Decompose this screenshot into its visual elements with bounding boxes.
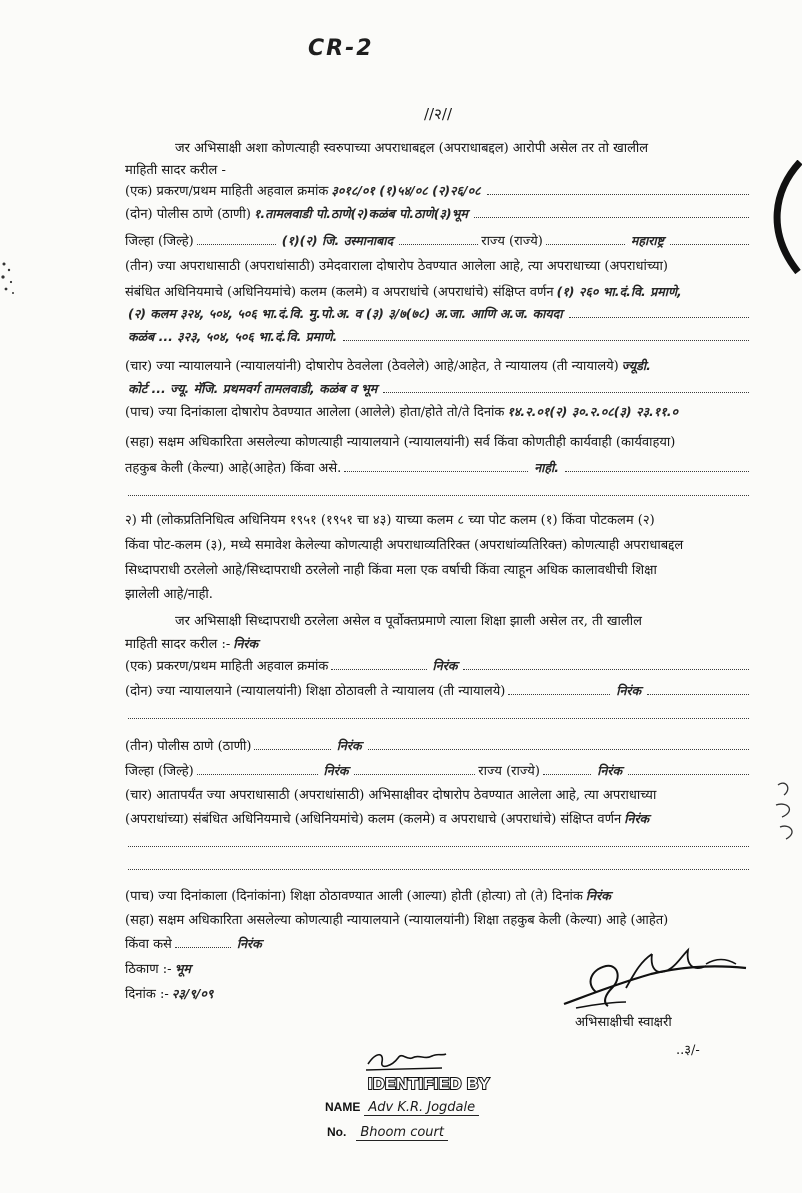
date-label: दिनांक :- bbox=[125, 987, 169, 1002]
section1-court-value1: ज्यूडी. bbox=[621, 358, 651, 373]
section2-para-text1: २) मी (लोकप्रतिनिधित्व अधिनियम १९५१ (१९५१ चा ४३) याच्या कलम ८ च्या पोट कलम (१) किंवा पोटकलम (२) bbox=[125, 513, 655, 528]
scan-edge-mark bbox=[752, 160, 802, 275]
dotted-leader bbox=[254, 736, 330, 750]
section1-offence-text1: (तीन) ज्या अपराधासाठी (अपराधांसाठी) उमेदवाराला दोषारोप ठेवण्यात आलेला आहे, त्या अपराधाच्या (अपराधांच्या) bbox=[125, 259, 668, 274]
section2-stay-line1 bbox=[125, 910, 752, 931]
dotted-leader bbox=[383, 379, 749, 393]
dotted-leader bbox=[128, 833, 749, 847]
section1-district-line bbox=[125, 230, 752, 251]
margin-scribble bbox=[772, 775, 802, 845]
section2-offence-line2 bbox=[125, 808, 752, 829]
section1-intro-line bbox=[175, 138, 752, 159]
section2-police-label: (तीन) पोलीस ठाणे (ठाणी) bbox=[125, 739, 252, 754]
section1-police-value: १.तामलवाडी पो.ठाणे(२)कळंब पो.ठाणे(३)भूम bbox=[253, 206, 468, 221]
section1-offence-line2 bbox=[125, 281, 752, 302]
section2-intro: जर अभिसाक्षी सिध्दापराधी ठरलेला असेल व पूर्वोक्तप्रमाणे त्याला शिक्षा झाली असेल तर, ती खालील bbox=[175, 614, 642, 629]
section2-intro-value: निरंक bbox=[233, 636, 259, 651]
dotted-leader bbox=[197, 231, 276, 245]
section1-offence-line1 bbox=[125, 256, 752, 277]
stamp-name-row bbox=[325, 1100, 479, 1116]
place-label: ठिकाण :- bbox=[125, 962, 172, 977]
continued-marker: ..३/- bbox=[676, 1043, 700, 1058]
section2-offence-text1: (चार) आतापर्यंत ज्या अपराधासाठी (अपराधांसाठी) अभिसाक्षीवर दोषारोप ठेवण्यात आलेला आहे, त्या अपराधाच्या bbox=[125, 788, 657, 803]
stamp-name-label: NAME bbox=[325, 1100, 361, 1114]
section2-fir-value: निरंक bbox=[432, 658, 458, 673]
section2-para-text2: किंवा पोट-कलम (३), मध्ये समावेश केलेल्या कोणत्याही अपराधाव्यतिरिक्त (अपराधांव्यतिरिक्त) कोणत्याही अपराधाबद्दल bbox=[125, 538, 684, 553]
section1-intro-cont-line bbox=[125, 160, 752, 181]
section1-intro: जर अभिसाक्षी अशा कोणत्याही स्वरुपाच्या अपराधाबद्दल (अपराधाबद्दल) आरोपी असेल तर तो खालील bbox=[175, 141, 649, 156]
section1-charge-date-value: १४.२.०१(२) ३०.२.०८(३) २३.११.० bbox=[507, 404, 678, 419]
section1-intro-cont: माहिती सादर करील - bbox=[125, 163, 226, 178]
section1-stay-line2 bbox=[125, 457, 752, 478]
dotted-leader bbox=[670, 231, 749, 245]
section1-charge-date-line bbox=[125, 401, 752, 422]
dotted-leader bbox=[354, 761, 475, 775]
section2-para-line2 bbox=[125, 535, 752, 556]
dotted-leader bbox=[128, 856, 749, 870]
dotted-line bbox=[125, 833, 752, 854]
section2-stay-value: निरंक bbox=[236, 936, 262, 951]
section1-court-line2 bbox=[125, 378, 752, 399]
section1-stay-value: नाही. bbox=[534, 460, 560, 475]
dotted-leader bbox=[128, 482, 749, 496]
dotted-leader bbox=[128, 705, 749, 719]
dotted-leader bbox=[487, 181, 749, 195]
section2-police-value: निरंक bbox=[336, 738, 362, 753]
section1-court-value2: कोर्ट ... ज्यू. मॅजि. प्रथमवर्ग तामलवाडी, कळंब व भूम bbox=[128, 381, 378, 396]
section1-fir-line bbox=[125, 180, 752, 201]
advocate-signature bbox=[362, 1046, 452, 1074]
section1-state-label: राज्य (राज्ये) bbox=[481, 234, 543, 249]
section2-sentence-date-line bbox=[125, 885, 752, 906]
section2-intro-line bbox=[175, 611, 752, 632]
dotted-leader bbox=[175, 934, 231, 948]
section1-court-label: (चार) ज्या न्यायालयाने (न्यायालयांनी) दोषारोप ठेवलेला (ठेवलेले) आहे/आहेत, ते न्यायालय (ती न्यायालये) bbox=[125, 359, 619, 374]
dotted-leader bbox=[399, 231, 478, 245]
section2-district-value: निरंक bbox=[323, 763, 349, 778]
section2-court-line bbox=[125, 680, 752, 701]
section2-fir-line bbox=[125, 655, 752, 676]
section2-intro-cont: माहिती सादर करील :- bbox=[125, 637, 231, 652]
section1-stay-text1: (सहा) सक्षम अधिकारिता असलेल्या कोणत्याही न्यायालयाने (न्यायालयांनी) सर्व किंवा कोणतीही कार्यवाही (कार्यवाहया) bbox=[125, 435, 676, 450]
section1-fir-label: (एक) प्रकरण/प्रथम माहिती अहवाल क्रमांक bbox=[125, 184, 329, 199]
section2-para-text3: सिध्दापराधी ठरलेलो आहे/सिध्दापराधी ठरलेलो नाही किंवा मला एक वर्षाची किंवा त्याहून अधिक कालावधीची शिक्षा bbox=[125, 563, 657, 578]
dotted-leader bbox=[546, 231, 625, 245]
section2-police-line bbox=[125, 735, 752, 756]
section2-stay-line2 bbox=[125, 933, 425, 954]
dotted-leader bbox=[569, 304, 749, 318]
section1-offence-value2: (२) कलम ३२४, ५०४, ५०६ भा.दं.वि. मु.पो.अ. व (३) ३/७(७८) अ.जा. आणि अ.ज. कायदा bbox=[128, 306, 563, 321]
section1-offence-line3 bbox=[125, 303, 752, 324]
top-mark: CR-2 bbox=[308, 36, 374, 61]
section2-intro-cont-line bbox=[125, 633, 752, 654]
stamp-name-value: Adv K.R. Jogdale bbox=[364, 1100, 479, 1116]
section1-stay-text2: तहकुब केली (केल्या) आहे(आहेत) किंवा असे. bbox=[125, 461, 342, 476]
section2-para-line1 bbox=[125, 510, 752, 531]
stamp-title: IDENTIFIED BY bbox=[368, 1076, 491, 1093]
section1-police-label: (दोन) पोलीस ठाणे (ठाणी) bbox=[125, 207, 251, 222]
section2-district-label: जिल्हा (जिल्हे) bbox=[125, 764, 194, 779]
section2-offence-line1 bbox=[125, 785, 752, 806]
dotted-leader bbox=[344, 458, 528, 472]
dotted-leader bbox=[197, 761, 318, 775]
stamp-no-row bbox=[327, 1125, 448, 1141]
dotted-line bbox=[125, 856, 752, 877]
section1-district-value: (१)(२) जि. उस्मानाबाद bbox=[281, 233, 394, 248]
section2-para-line4 bbox=[125, 584, 752, 605]
section2-para-text4: झालेली आहे/नाही. bbox=[125, 587, 213, 602]
dotted-leader bbox=[474, 204, 749, 218]
section1-offence-value1: (१) २६० भा.दं.वि. प्रमाणे, bbox=[556, 284, 682, 299]
dotted-leader bbox=[463, 656, 749, 670]
section1-offence-value3: कळंब ... ३२३, ५०४, ५०६ भा.दं.वि. प्रमाणे. bbox=[128, 329, 338, 344]
section2-para-line3 bbox=[125, 560, 752, 581]
date-value: २३/९/०९ bbox=[171, 986, 214, 1001]
section1-offence-line4 bbox=[125, 326, 752, 347]
dotted-leader bbox=[508, 681, 610, 695]
section2-court-value: निरंक bbox=[616, 683, 642, 698]
section2-stay-text1: (सहा) सक्षम अधिकारिता असलेल्या कोणत्याही न्यायालयाने (न्यायालयांनी) शिक्षा तहकुब केली (केल्या) आहे (आहेत) bbox=[125, 913, 669, 928]
dotted-leader bbox=[543, 761, 591, 775]
section1-district-label: जिल्हा (जिल्हे) bbox=[125, 234, 194, 249]
dotted-leader bbox=[343, 327, 749, 341]
place-line bbox=[125, 958, 425, 979]
section2-sentence-date-label: (पाच) ज्या दिनांकाला (दिनांकांना) शिक्षा ठोठावण्यात आली (आल्या) होती (होत्या) तो (ते) दिनांक bbox=[125, 889, 583, 904]
section1-stay-line1 bbox=[125, 432, 752, 453]
scan-specks bbox=[0, 258, 18, 298]
section1-charge-date-label: (पाच) ज्या दिनांकाला दोषारोप ठेवण्यात आलेला (आलेले) होता/होते तो/ते दिनांक bbox=[125, 405, 505, 420]
dotted-leader bbox=[368, 736, 749, 750]
dotted-line bbox=[125, 705, 752, 726]
place-value: भूम bbox=[174, 961, 191, 976]
section2-sentence-date-value: निरंक bbox=[585, 888, 611, 903]
dotted-leader bbox=[628, 761, 749, 775]
section2-offence-text2: (अपराधांच्या) संबंधित अधिनियमाचे (अधिनियमांचे) कलम (कलमे) व अपराधाचे (अपराधांचे) संक्षिप्त वर्णन bbox=[125, 812, 622, 827]
dotted-line bbox=[125, 482, 752, 503]
section2-district-line bbox=[125, 760, 752, 781]
dotted-leader bbox=[565, 458, 749, 472]
section2-offence-value: निरंक bbox=[624, 811, 650, 826]
section2-state-label: राज्य (राज्ये) bbox=[478, 764, 540, 779]
dotted-leader bbox=[647, 681, 749, 695]
section1-offence-text2: संबंधित अधिनियमाचे (अधिनियमांचे) कलम (कलमे) व अपराधांचे (अपराधांचे) संक्षिप्त वर्णन bbox=[125, 285, 554, 300]
deponent-signature bbox=[556, 944, 756, 1014]
section1-fir-value: ३०१८/०१ (१)५४/०८ (२)२६/०८ bbox=[331, 183, 481, 198]
section2-court-label: (दोन) ज्या न्यायालयाने (न्यायालयांनी) शिक्षा ठोठावली ते न्यायालय (ती न्यायालये) bbox=[125, 684, 506, 699]
page-number: //२// bbox=[424, 105, 453, 123]
section2-fir-label: (एक) प्रकरण/प्रथम माहिती अहवाल क्रमांक bbox=[125, 659, 329, 674]
signature-caption: अभिसाक्षीची स्वाक्षरी bbox=[575, 1015, 672, 1030]
date-line bbox=[125, 983, 425, 1004]
section1-state-value: महाराष्ट्र bbox=[630, 233, 664, 248]
dotted-leader bbox=[331, 656, 426, 670]
section1-court-line bbox=[125, 355, 752, 376]
stamp-no-value: Bhoom court bbox=[356, 1125, 448, 1141]
section1-police-line bbox=[125, 203, 752, 224]
section2-stay-text2: किंवा कसे bbox=[125, 937, 172, 952]
section2-state-value: निरंक bbox=[597, 763, 623, 778]
stamp-no-label: No. bbox=[327, 1125, 347, 1139]
